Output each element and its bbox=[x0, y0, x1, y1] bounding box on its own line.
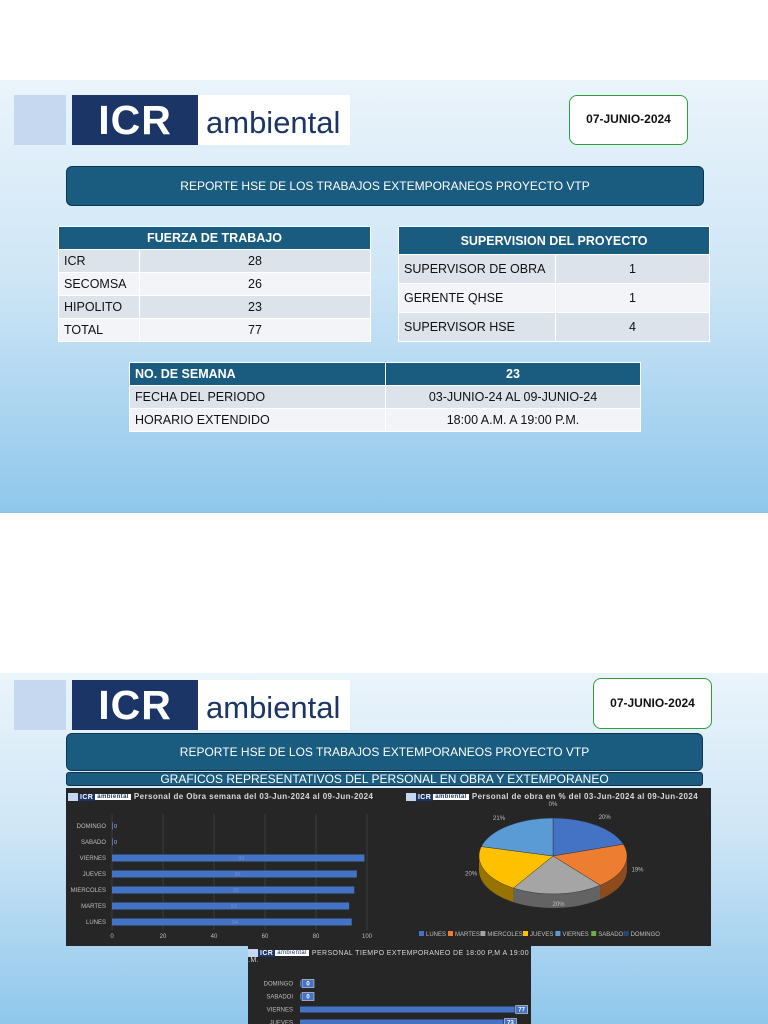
y-category-label: MARTES bbox=[81, 904, 106, 910]
chart-logo-icon: ICR ambiental bbox=[406, 792, 469, 801]
chart-title: Personal de obra en % del 03-Jun-2024 al 09-Jun-2024 bbox=[471, 792, 699, 801]
report-date: 07-JUNIO-2024 bbox=[593, 678, 712, 729]
table-row: GERENTE QHSE 1 bbox=[399, 284, 710, 313]
supervision-table bbox=[398, 226, 710, 342]
chart-logo-icon: ICR ambiental bbox=[68, 792, 131, 801]
pie-slice-label: 20% bbox=[465, 871, 478, 878]
x-tick-label: 0 bbox=[110, 934, 114, 940]
y-category-label: VIERNES bbox=[266, 1007, 293, 1014]
bar-value-label: 93 bbox=[230, 904, 237, 910]
legend-label: DOMINGO bbox=[630, 932, 660, 938]
legend-label: JUEVES bbox=[530, 932, 554, 938]
y-category-label: JUEVES bbox=[82, 872, 106, 878]
y-category-label: DOMINGO bbox=[76, 824, 106, 830]
company-logo bbox=[14, 680, 350, 730]
bar-value-label: 95 bbox=[233, 888, 240, 894]
pie-slice-label: 0% bbox=[548, 802, 558, 808]
chart-title: Personal de Obra semana del 03-Jun-2024 al 09-Jun-2024 bbox=[133, 792, 374, 801]
company-logo bbox=[14, 95, 350, 145]
chart-title: PERSONAL TIEMPO EXTEMPORANEO DE 18:00 P,M A 19:00 .M. bbox=[248, 949, 529, 964]
legend-swatch bbox=[419, 931, 424, 936]
report-date: 07-JUNIO-2024 bbox=[569, 95, 688, 145]
pie-slice-label: 20% bbox=[552, 901, 565, 908]
report-title-banner: REPORTE HSE DE LOS TRABAJOS EXTEMPORANEOS PROYECTO VTP bbox=[66, 733, 703, 771]
table-row: SUPERVISOR DE OBRA 1 bbox=[399, 255, 710, 284]
week-table bbox=[129, 362, 641, 432]
workforce-table bbox=[58, 226, 371, 342]
x-tick-label: 80 bbox=[312, 934, 320, 940]
y-category-label: SABADO bbox=[80, 840, 106, 846]
table-row: SECOMSA 26 bbox=[59, 273, 371, 296]
table-row: FECHA DEL PERIODO 03-JUNIO-24 AL 09-JUNIO-24 bbox=[130, 386, 641, 409]
bar-value-label: 96 bbox=[234, 872, 241, 878]
pie-slice-label: 19% bbox=[631, 867, 644, 874]
table-row: HORARIO EXTENDIDO 18:00 A.M. A 19:00 P.M. bbox=[130, 409, 641, 432]
workforce-header: FUERZA DE TRABAJO bbox=[59, 227, 371, 250]
legend-swatch bbox=[448, 931, 453, 936]
legend-swatch bbox=[555, 931, 560, 936]
graphs-subtitle-banner: GRAFICOS REPRESENTATIVOS DEL PERSONAL EN OBRA Y EXTEMPORANEO bbox=[66, 772, 703, 786]
y-category-label: JUEVES bbox=[269, 1020, 293, 1024]
legend-swatch bbox=[480, 931, 485, 936]
logo-ambiental-text: ambiental bbox=[198, 680, 350, 730]
table-row: SUPERVISOR HSE 4 bbox=[399, 313, 710, 342]
x-tick-label: 60 bbox=[261, 934, 269, 940]
logo-ambiental-text: ambiental bbox=[198, 95, 350, 145]
table-row: TOTAL 77 bbox=[59, 319, 371, 342]
legend-label: SABADO bbox=[598, 932, 624, 938]
bar bbox=[112, 823, 113, 830]
bar bbox=[300, 981, 301, 987]
bar-value-label: 77 bbox=[518, 1007, 525, 1014]
weekly-personnel-bar-chart bbox=[66, 788, 393, 946]
bar bbox=[300, 1020, 503, 1024]
week-header-label: NO. DE SEMANA bbox=[130, 363, 386, 386]
y-category-label: VIERNES bbox=[79, 856, 106, 862]
bar-value-label: 99 bbox=[238, 856, 245, 862]
slide-charts bbox=[0, 673, 768, 1024]
y-category-label: DOMINGO bbox=[263, 981, 293, 988]
bar-value-label: 94 bbox=[231, 920, 238, 926]
x-tick-label: 20 bbox=[159, 934, 167, 940]
bar-value-label: 0 bbox=[114, 824, 118, 830]
report-title-banner: REPORTE HSE DE LOS TRABAJOS EXTEMPORANEOS PROYECTO VTP bbox=[66, 166, 704, 206]
legend-label: LUNES bbox=[426, 932, 447, 938]
table-row: ICR 28 bbox=[59, 250, 371, 273]
bar bbox=[300, 1007, 515, 1013]
logo-icr-text: ICR bbox=[72, 680, 198, 730]
bar-value-label: 0 bbox=[306, 981, 310, 988]
legend-swatch bbox=[624, 931, 629, 936]
legend-swatch bbox=[523, 931, 528, 936]
x-tick-label: 40 bbox=[210, 934, 218, 940]
week-number: 23 bbox=[386, 363, 641, 386]
logo-square bbox=[14, 680, 66, 730]
bar-chart-svg bbox=[66, 788, 393, 946]
bar-value-label: 73 bbox=[507, 1020, 514, 1024]
legend-label: MARTES bbox=[455, 932, 480, 938]
bar bbox=[112, 839, 113, 846]
slide-report-summary bbox=[0, 80, 768, 513]
pie-slice-label: 20% bbox=[598, 815, 611, 822]
bar-value-label: 0 bbox=[114, 840, 118, 846]
chart-logo-icon: ICR ambiental bbox=[248, 949, 309, 957]
supervision-header: SUPERVISION DEL PROYECTO bbox=[399, 227, 710, 255]
bar-chart-svg bbox=[248, 946, 531, 1024]
legend-label: VIERNES bbox=[562, 932, 589, 938]
personnel-percentage-pie-chart bbox=[393, 788, 711, 946]
table-row: HIPOLITO 23 bbox=[59, 296, 371, 319]
bar-value-label: 0 bbox=[306, 994, 310, 1001]
pie-chart-svg bbox=[393, 788, 711, 946]
logo-icr-text: ICR bbox=[72, 95, 198, 145]
legend-label: MIERCOLES bbox=[487, 932, 523, 938]
overtime-personnel-bar-chart bbox=[248, 946, 531, 1024]
legend-swatch bbox=[591, 931, 596, 936]
y-category-label: SABADOI bbox=[266, 994, 293, 1001]
pie-slice-label: 21% bbox=[493, 816, 506, 823]
bar bbox=[300, 994, 301, 1000]
logo-square bbox=[14, 95, 66, 145]
y-category-label: MIERCOLES bbox=[70, 888, 106, 894]
x-tick-label: 100 bbox=[361, 934, 373, 940]
y-category-label: LUNES bbox=[85, 920, 106, 926]
